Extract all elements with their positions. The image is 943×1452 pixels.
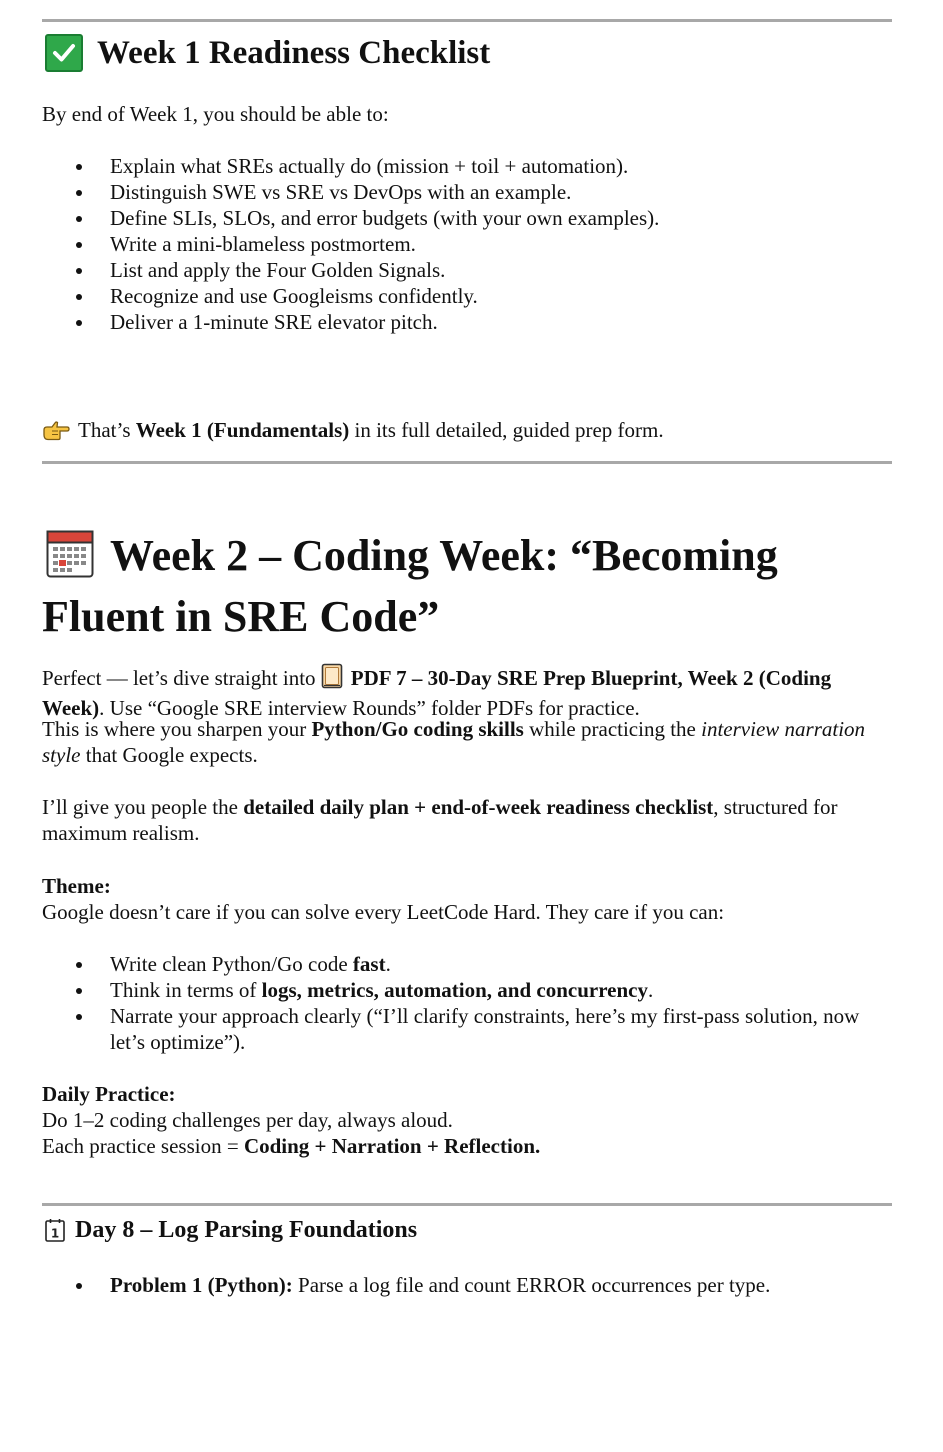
give-bold: detailed daily plan + end-of-week readiness checklist [243, 795, 714, 819]
intro-bold: PDF 7 – 30-Day SRE Prep Blueprint, Week 2 (Coding Week) [42, 666, 832, 720]
daily-line: Do 1–2 coding challenges per day, always aloud. [42, 1108, 453, 1132]
item-text: Narrate your approach clearly (“I’ll clarify constraints, here’s my first-pass solution, now let’s optimize”). [110, 1004, 860, 1054]
item-bold: fast [352, 952, 386, 976]
sharpen-text-mid: while practicing the [523, 717, 702, 741]
outro-text: That’s [78, 418, 136, 442]
give-text-end: , structured for maximum realism. [42, 795, 838, 845]
calendar-day-digit: 1 [50, 1226, 60, 1241]
intro-text-end: . Use “Google SRE interview Rounds” folder PDFs for practice. [99, 696, 640, 720]
sharpen-text: This is where you sharpen your [42, 717, 312, 741]
daily-practice-block [42, 1081, 892, 1159]
list-item: Write a mini-blameless postmortem. [42, 231, 892, 257]
sharpen-text-end: that Google expects. [80, 743, 258, 767]
week1-checklist [42, 153, 892, 335]
week2-title: Week 2 – Coding Week: “Becoming Fluent in SRE Code” [42, 531, 778, 641]
list-item [42, 951, 892, 977]
week2-heading [42, 529, 892, 643]
week1-heading [42, 33, 490, 73]
list-item: List and apply the Four Golden Signals. [42, 257, 892, 283]
section-divider [42, 461, 892, 464]
list-item [42, 1003, 892, 1055]
item-text-end: . [385, 952, 391, 976]
day8-title: Day 8 – Log Parsing Foundations [75, 1217, 418, 1243]
outro-text-end: in its full detailed, guided prep form. [349, 418, 664, 442]
pointing-hand-icon [42, 419, 70, 447]
give-text: I’ll give you people the [42, 795, 244, 819]
daily-line2: Each practice session = [42, 1134, 244, 1158]
item-text-end: . [647, 978, 654, 1002]
theme-label: Theme: [42, 874, 111, 898]
sharpen-italic: interview narration style [42, 717, 866, 767]
week1-title: Week 1 Readiness Checklist [97, 35, 491, 71]
check-mark-icon [45, 34, 83, 72]
calendar-icon [46, 530, 94, 590]
week2-give [42, 794, 892, 846]
day8-problems [42, 1272, 892, 1298]
book-icon [321, 663, 343, 695]
list-item: Recognize and use Googleisms confidently. [42, 283, 892, 309]
section-divider [42, 19, 892, 22]
section-divider [42, 1203, 892, 1206]
sharpen-bold: Python/Go coding skills [311, 717, 524, 741]
list-item: Define SLIs, SLOs, and error budgets (with your own examples). [42, 205, 892, 231]
theme-block [42, 873, 892, 925]
day8-heading [42, 1215, 417, 1245]
problem-text: Parse a log file and count ERROR occurrences per type. [292, 1273, 771, 1297]
problem-label: Problem 1 (Python): [110, 1273, 293, 1297]
outro-bold: Week 1 (Fundamentals) [135, 418, 350, 442]
daily-line2-bold: Coding + Narration + Reflection. [243, 1134, 541, 1158]
week2-sharpen [42, 716, 892, 768]
list-item: Distinguish SWE vs SRE vs DevOps with an example. [42, 179, 892, 205]
calendar-day-icon [45, 1218, 65, 1242]
list-item: Explain what SREs actually do (mission + toil + automation). [42, 153, 892, 179]
list-item [42, 1272, 892, 1298]
item-bold: logs, metrics, automation, and concurrency [261, 978, 648, 1002]
week2-intro [42, 663, 892, 721]
item-text: Think in terms of [110, 978, 262, 1002]
intro-text: Perfect — let’s dive straight into [42, 666, 321, 690]
theme-list [42, 951, 892, 1055]
list-item [42, 977, 892, 1003]
theme-text: Google doesn’t care if you can solve every LeetCode Hard. They care if you can: [42, 900, 725, 924]
week1-intro: By end of Week 1, you should be able to: [42, 102, 389, 126]
week1-outro [42, 417, 892, 447]
daily-label: Daily Practice: [42, 1082, 176, 1106]
item-text: Write clean Python/Go code [110, 952, 353, 976]
list-item: Deliver a 1-minute SRE elevator pitch. [42, 309, 892, 335]
